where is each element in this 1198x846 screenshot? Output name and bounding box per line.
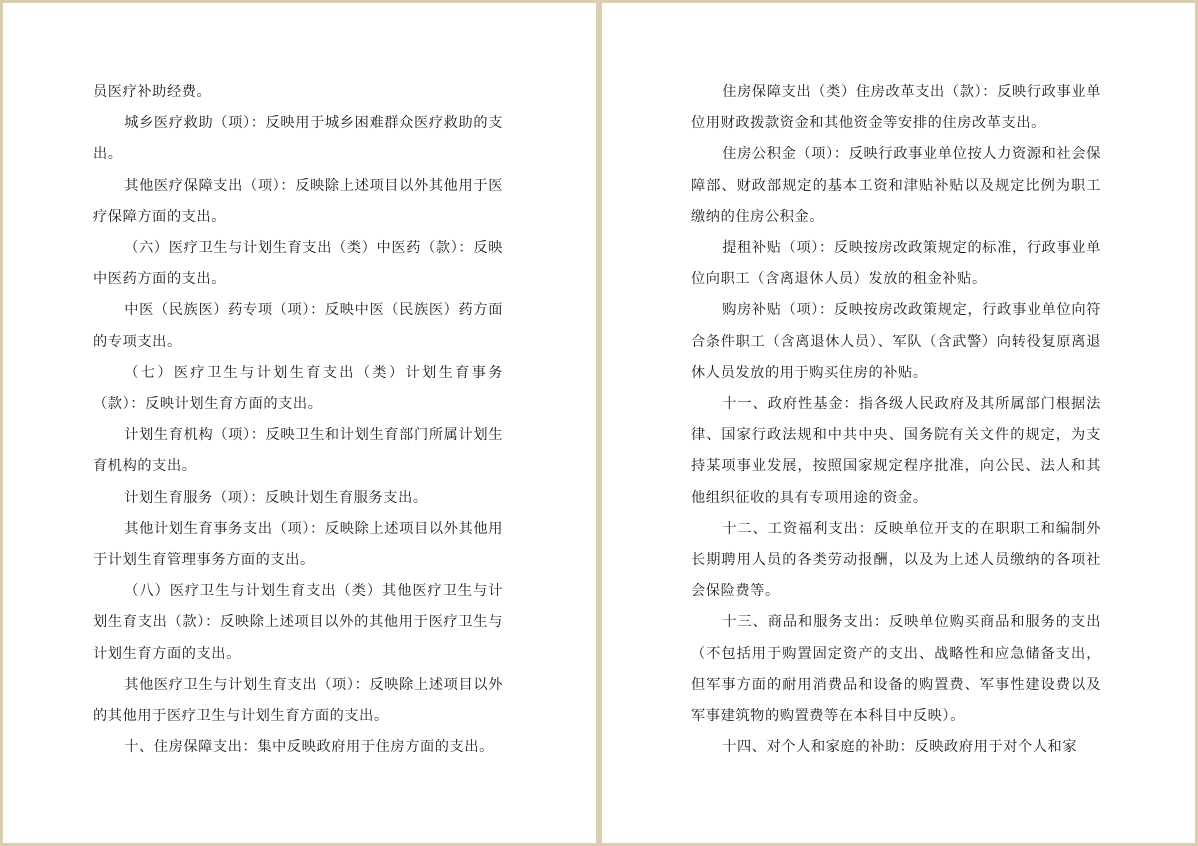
left-page — [3, 3, 596, 843]
paragraph: 中医（民族医）药专项（项）：反映中医（民族医）药方面的专项支出。 — [93, 302, 503, 350]
paragraph: （七）医疗卫生与计划生育支出（类）计划生育事务（款）：反映计划生育方面的支出。 — [93, 364, 503, 413]
paragraph: 提租补贴（项）：反映按房改政策规定的标准，行政事业单位向职工（含离退休人员）发放的租金补贴。 — [691, 240, 1101, 288]
paragraph: 十、住房保障支出：集中反映政府用于住房方面的支出。 — [124, 739, 494, 756]
paragraph: 购房补贴（项）：反映按房改政策规定，行政事业单位向符合条件职工（含离退休人员）、军队（含武警）向转役复原离退休人员发放的用于购买住房的补贴。 — [691, 302, 1101, 381]
paragraph: 其他医疗保障支出（项）：反映除上述项目以外其他用于医疗保障方面的支出。 — [93, 177, 503, 225]
paragraph: 十一、政府性基金：指各级人民政府及其所属部门根据法律、国家行政法规和中共中央、国务院有关文件的规定，为支持某项事业发展，按照国家规定程序批准，向公民、法人和其他组织征收的具有专项用途的资金。 — [691, 396, 1101, 506]
right-page — [602, 3, 1195, 843]
paragraph: 其他医疗卫生与计划生育支出（项）：反映除上述项目以外的其他用于医疗卫生与计划生育方面的支出。 — [93, 676, 503, 725]
paragraph: （八）医疗卫生与计划生育支出（类）其他医疗卫生与计划生育支出（款）：反映除上述项目以外的其他用于医疗卫生与计划生育方面的支出。 — [93, 583, 503, 662]
paragraph: 十四、对个人和家庭的补助：反映政府用于对个人和家 — [722, 739, 1078, 756]
paragraph: （六）医疗卫生与计划生育支出（类）中医药（款）：反映中医药方面的支出。 — [93, 240, 503, 288]
right-page-text — [691, 77, 1101, 763]
paragraph: 计划生育机构（项）：反映卫生和计划生育部门所属计划生育机构的支出。 — [93, 427, 503, 475]
paragraph: 其他计划生育事务支出（项）：反映除上述项目以外其他用于计划生育管理事务方面的支出。 — [93, 520, 503, 569]
paragraph: 十二、工资福利支出：反映单位开支的在职职工和编制外长期聘用人员的各类劳动报酬，以及为上述人员缴纳的各项社会保险费等。 — [691, 520, 1101, 600]
paragraph: 住房公积金（项）：反映行政事业单位按人力资源和社会保障部、财政部规定的基本工资和津贴补贴以及规定比例为职工缴纳的住房公积金。 — [691, 146, 1101, 225]
left-page-text — [93, 77, 503, 763]
paragraph: 城乡医疗救助（项）：反映用于城乡困难群众医疗救助的支出。 — [93, 115, 503, 163]
paragraph: 计划生育服务（项）：反映计划生育服务支出。 — [124, 489, 428, 506]
paragraph: 住房保障支出（类）住房改革支出（款）：反映行政事业单位用财政拨款资金和其他资金等安排的住房改革支出。 — [691, 84, 1101, 132]
paragraph: 十三、商品和服务支出：反映单位购买商品和服务的支出（不包括用于购置固定资产的支出、战略性和应急储备支出，但军事方面的耐用消费品和设备的购置费、军事性建设费以及军事建筑物的购置费等在本科目中反映）。 — [691, 614, 1101, 725]
paragraph: 员医疗补助经费。 — [93, 84, 212, 100]
